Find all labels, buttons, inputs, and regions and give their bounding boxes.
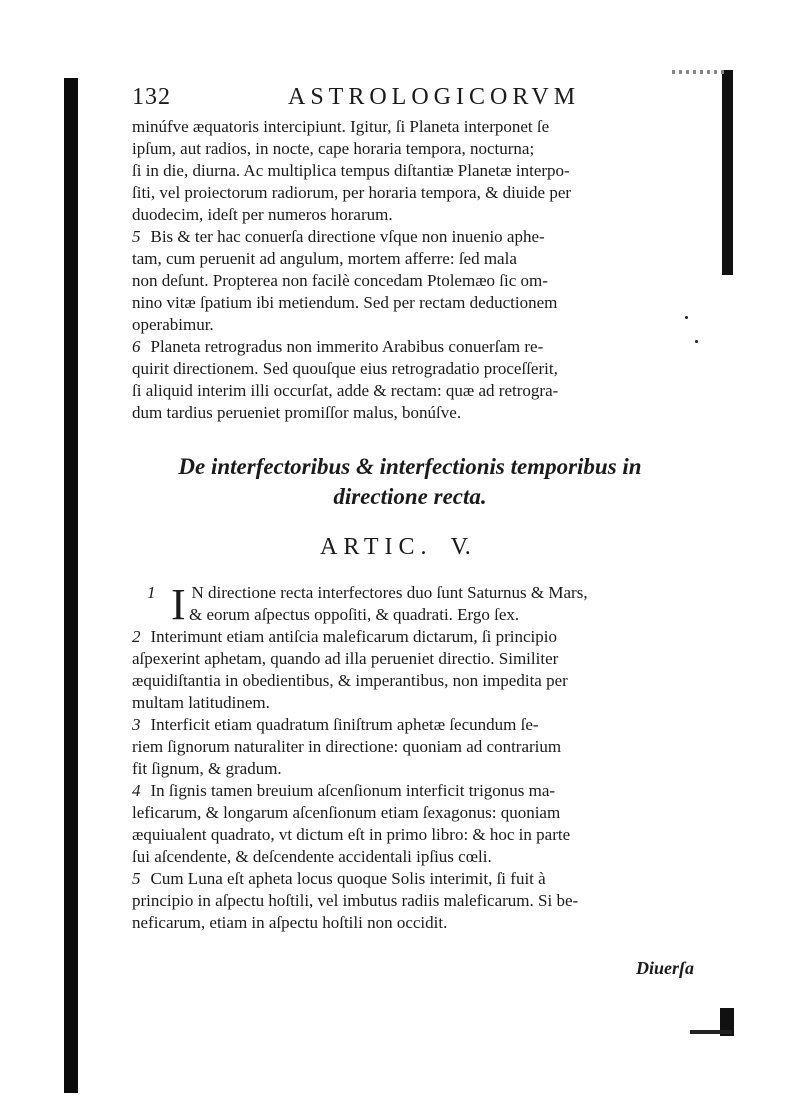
page-edge-shadow-left bbox=[64, 78, 78, 1093]
text-line: æquidiſtantia in obedientibus, & imperantibus, non impedita per bbox=[132, 671, 568, 690]
text-line: N directione recta interfectores duo ſunt Saturnus & Mars, bbox=[191, 583, 588, 602]
item-number: 2 bbox=[132, 627, 141, 646]
text-line: minúfve æquatoris intercipiunt. Igitur, ſi Planeta interponet ſe bbox=[132, 117, 550, 136]
text-line: In ſignis tamen breuium aſcenſionum interficit trigonus ma- bbox=[150, 781, 556, 800]
text-line: nino vitæ ſpatium ibi metiendum. Sed per rectam deductionem bbox=[132, 293, 558, 312]
article-prefix: ARTIC. bbox=[320, 534, 433, 560]
text-line: operabimur. bbox=[132, 315, 214, 334]
text-line: neficarum, etiam in aſpectu hoſtili non occidit. bbox=[132, 913, 448, 932]
text-line: multam latitudinem. bbox=[132, 693, 270, 712]
article-number: V. bbox=[450, 534, 471, 560]
item-5 bbox=[132, 868, 692, 934]
item-4 bbox=[132, 780, 692, 868]
text-line: Bis & ter hac conuerſa directione vſque non inuenio aphe- bbox=[150, 227, 545, 246]
section-title-line: directione recta. bbox=[333, 484, 487, 509]
text-line: aſpexerint aphetam, quando ad illa perueniet directio. Similiter bbox=[132, 649, 559, 668]
text-line: principio in aſpectu hoſtili, vel imbutus radiis maleficarum. Si be- bbox=[132, 891, 579, 910]
paragraph-5 bbox=[132, 226, 692, 336]
page-number: 132 bbox=[132, 84, 171, 110]
page-edge-mark bbox=[690, 1030, 732, 1034]
text-line: Interimunt etiam antiſcia maleficarum dictarum, ſi principio bbox=[150, 627, 557, 646]
text-line: riem ſignorum naturaliter in directione: quoniam ad contrarium bbox=[132, 737, 562, 756]
text-line: ſi in die, diurna. Ac multiplica tempus diſtantiæ Planetæ interpo- bbox=[132, 161, 570, 180]
item-2 bbox=[132, 626, 692, 714]
scan-noise bbox=[672, 70, 724, 74]
text-line: leficarum, & longarum aſcenſionum etiam ſexagonus: quoniam bbox=[132, 803, 561, 822]
text-line: ſui aſcendente, & deſcendente accidentali ipſius cœli. bbox=[132, 847, 492, 866]
text-line: quirit directionem. Sed quouſque eius retrogradatio proceſſerit, bbox=[132, 359, 558, 378]
section-title-line: De interfectoribus & interfectionis temporibus in bbox=[178, 454, 642, 479]
text-line: tam, cum peruenit ad angulum, mortem afferre: ſed mala bbox=[132, 249, 517, 268]
text-line: & eorum aſpectus oppoſiti, & quadrati. Ergo ſex. bbox=[189, 605, 520, 624]
text-line: Planeta retrogradus non immerito Arabibus conuerſam re- bbox=[150, 337, 544, 356]
paragraph-number: 5 bbox=[132, 227, 141, 246]
passage-top bbox=[132, 116, 692, 226]
text-line: Cum Luna eſt apheta locus quoque Solis interimit, ſi fuit à bbox=[150, 869, 546, 888]
paragraph-6 bbox=[132, 336, 692, 424]
article-title bbox=[320, 534, 471, 561]
running-head: ASTROLOGICORVM bbox=[288, 84, 581, 110]
text-line: fit ſignum, & gradum. bbox=[132, 759, 282, 778]
item-number: 5 bbox=[132, 869, 141, 888]
item-number: 3 bbox=[132, 715, 141, 734]
text-line: duodecim, ideſt per numeros horarum. bbox=[132, 205, 393, 224]
catchword: Diuerſa bbox=[636, 958, 694, 978]
item-3 bbox=[132, 714, 692, 780]
text-line: ipſum, aut radios, in nocte, cape horaria tempora, nocturna; bbox=[132, 139, 535, 158]
text-line: æquiualent quadrato, vt dictum eſt in primo libro: & hoc in parte bbox=[132, 825, 571, 844]
text-line: non deſunt. Propterea non facilè concedam Ptolemæo ſic om- bbox=[132, 271, 548, 290]
item-number: 4 bbox=[132, 781, 141, 800]
text-line: Interficit etiam quadratum ſiniſtrum aphetæ ſecundum ſe- bbox=[150, 715, 539, 734]
paragraph-number: 6 bbox=[132, 337, 141, 356]
ink-speck bbox=[695, 340, 698, 343]
item-number: 1 bbox=[147, 583, 156, 602]
text-line: ſi aliquid interim illi occurſat, adde & rectam: quæ ad retrogra- bbox=[132, 381, 559, 400]
drop-cap: I bbox=[171, 580, 186, 629]
item-1 bbox=[147, 580, 692, 629]
section-title bbox=[150, 452, 670, 512]
page-edge-shadow-right bbox=[722, 70, 733, 275]
text-line: dum tardius perueniet promiſſor malus, bonúſve. bbox=[132, 403, 462, 422]
text-line: ſiti, vel proiectorum radiorum, per horaria tempora, & diuide per bbox=[132, 183, 572, 202]
page-header bbox=[132, 84, 692, 114]
